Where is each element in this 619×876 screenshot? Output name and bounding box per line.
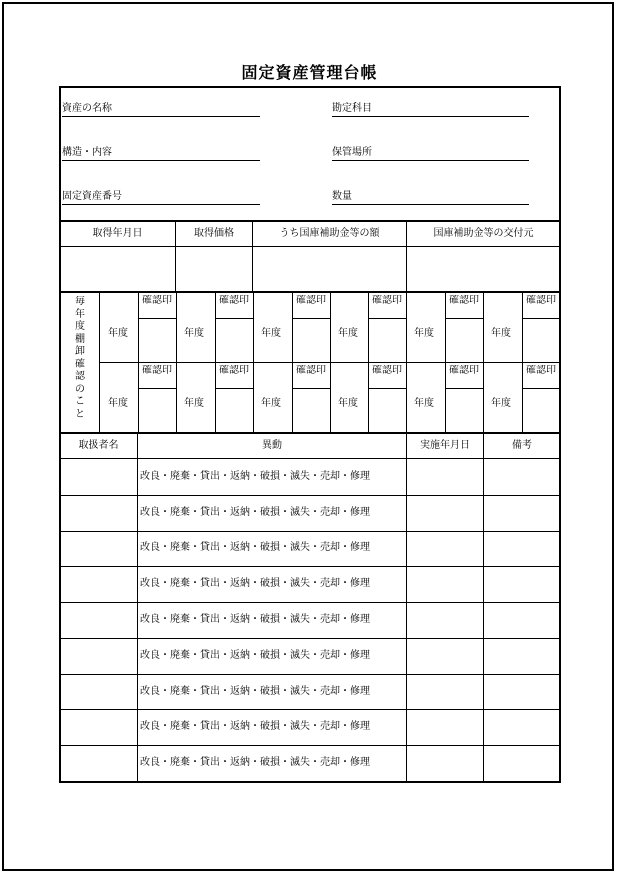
year-label: 年度	[338, 398, 358, 409]
divider	[215, 388, 253, 389]
divider	[292, 318, 330, 319]
change-options[interactable]: 改良・廃棄・貸出・返納・破損・滅失・売却・修理	[140, 650, 370, 661]
date-cell[interactable]	[407, 460, 482, 494]
confirm-stamp-label: 確認印	[219, 365, 249, 376]
divider	[368, 318, 406, 319]
year-label: 年度	[414, 328, 434, 339]
date-cell[interactable]	[407, 710, 482, 744]
location-field[interactable]	[332, 160, 529, 161]
account-field[interactable]	[332, 116, 529, 117]
year-input-cell[interactable]	[484, 364, 521, 431]
confirm-stamp-label: 確認印	[296, 295, 326, 306]
year-label: 年度	[108, 328, 128, 339]
confirm-stamp-label: 確認印	[526, 365, 556, 376]
change-options[interactable]: 改良・廃棄・貸出・返納・破損・滅失・売却・修理	[140, 471, 370, 482]
handler-cell[interactable]	[60, 532, 136, 566]
year-input-cell[interactable]	[177, 364, 214, 431]
divider	[215, 318, 253, 319]
divider	[138, 318, 176, 319]
divider	[59, 458, 561, 459]
confirm-stamp-label: 確認印	[449, 295, 479, 306]
confirm-stamp-cell[interactable]	[216, 320, 252, 360]
quantity-field[interactable]	[332, 204, 529, 205]
change-options[interactable]: 改良・廃棄・貸出・返納・破損・滅失・売却・修理	[140, 542, 370, 553]
year-label: 年度	[108, 398, 128, 409]
change-options[interactable]: 改良・廃棄・貸出・返納・破損・滅失・売却・修理	[140, 507, 370, 518]
confirm-stamp-label: 確認印	[142, 295, 172, 306]
change-header: 異動	[262, 440, 282, 451]
quantity-label: 数量	[332, 191, 352, 202]
confirm-stamp-cell[interactable]	[293, 390, 329, 430]
remarks-cell[interactable]	[484, 567, 559, 601]
handler-cell[interactable]	[60, 460, 136, 494]
divider	[522, 388, 560, 389]
confirm-stamp-label: 確認印	[372, 365, 402, 376]
confirm-stamp-label: 確認印	[449, 365, 479, 376]
date-cell[interactable]	[407, 567, 482, 601]
asset-name-label: 資産の名称	[62, 103, 112, 114]
remarks-cell[interactable]	[484, 746, 559, 780]
remarks-cell[interactable]	[484, 460, 559, 494]
subsidy-amount-cell[interactable]	[253, 248, 405, 290]
remarks-cell[interactable]	[484, 710, 559, 744]
year-input-cell[interactable]	[331, 364, 367, 431]
asset-number-field[interactable]	[62, 204, 260, 205]
date-cell[interactable]	[407, 496, 482, 530]
confirm-stamp-cell[interactable]	[369, 390, 405, 430]
remarks-cell[interactable]	[484, 532, 559, 566]
divider	[59, 246, 561, 247]
date-cell[interactable]	[407, 675, 482, 709]
handler-cell[interactable]	[60, 675, 136, 709]
year-input-cell[interactable]	[484, 294, 521, 361]
divider	[59, 432, 561, 434]
handler-cell[interactable]	[60, 639, 136, 673]
subsidy-amount-header: うち国庫補助金等の額	[279, 228, 380, 239]
confirm-stamp-label: 確認印	[526, 295, 556, 306]
handler-cell[interactable]	[60, 567, 136, 601]
remarks-cell[interactable]	[484, 496, 559, 530]
divider	[522, 318, 560, 319]
divider	[368, 388, 406, 389]
change-options[interactable]: 改良・廃棄・貸出・返納・破損・滅失・売却・修理	[140, 578, 370, 589]
handler-cell[interactable]	[60, 496, 136, 530]
confirm-stamp-cell[interactable]	[216, 390, 252, 430]
handler-cell[interactable]	[60, 746, 136, 780]
date-cell[interactable]	[407, 746, 482, 780]
date-cell[interactable]	[407, 603, 482, 637]
date-cell[interactable]	[407, 532, 482, 566]
divider	[292, 388, 330, 389]
acquisition-date-header: 取得年月日	[92, 228, 143, 239]
confirm-stamp-cell[interactable]	[139, 390, 175, 430]
date-header: 実施年月日	[420, 440, 470, 451]
page-title: 固定資産管理台帳	[241, 63, 378, 82]
subsidy-source-cell[interactable]	[407, 248, 560, 290]
confirm-stamp-label: 確認印	[372, 295, 402, 306]
structure-field[interactable]	[62, 160, 260, 161]
divider	[59, 220, 561, 222]
remarks-header: 備考	[512, 440, 532, 451]
acquisition-price-header: 取得価格	[194, 228, 234, 239]
change-options[interactable]: 改良・廃棄・貸出・返納・破損・滅失・売却・修理	[140, 686, 370, 697]
year-label: 年度	[338, 328, 358, 339]
year-label: 年度	[261, 328, 281, 339]
confirm-stamp-label: 確認印	[296, 365, 326, 376]
year-label: 年度	[491, 398, 511, 409]
confirm-stamp-label: 確認印	[142, 365, 172, 376]
acquisition-date-cell[interactable]	[60, 248, 174, 290]
remarks-cell[interactable]	[484, 675, 559, 709]
inventory-note: 毎年度棚卸確認のこと	[75, 296, 85, 420]
divider	[137, 433, 138, 782]
divider	[445, 318, 483, 319]
year-input-cell[interactable]	[254, 294, 291, 361]
change-options[interactable]: 改良・廃棄・貸出・返納・破損・滅失・売却・修理	[140, 757, 370, 768]
year-label: 年度	[261, 398, 281, 409]
subsidy-source-header: 国庫補助金等の交付元	[433, 228, 534, 239]
account-label: 勘定科目	[332, 103, 372, 114]
divider	[59, 291, 561, 293]
confirm-stamp-label: 確認印	[219, 295, 249, 306]
year-label: 年度	[414, 398, 434, 409]
handler-header: 取扱者名	[78, 440, 119, 451]
location-label: 保管場所	[332, 147, 372, 158]
confirm-stamp-cell[interactable]	[446, 320, 482, 360]
year-label: 年度	[491, 328, 511, 339]
year-input-cell[interactable]	[331, 294, 367, 361]
year-label: 年度	[184, 398, 204, 409]
structure-label: 構造・内容	[62, 147, 112, 158]
acquisition-price-cell[interactable]	[176, 248, 251, 290]
confirm-stamp-cell[interactable]	[523, 320, 559, 360]
year-input-cell[interactable]	[407, 294, 444, 361]
year-input-cell[interactable]	[101, 364, 137, 431]
remarks-cell[interactable]	[484, 603, 559, 637]
year-input-cell[interactable]	[407, 364, 444, 431]
year-input-cell[interactable]	[254, 364, 291, 431]
confirm-stamp-cell[interactable]	[446, 390, 482, 430]
confirm-stamp-cell[interactable]	[369, 320, 405, 360]
year-label: 年度	[184, 328, 204, 339]
confirm-stamp-cell[interactable]	[293, 320, 329, 360]
date-cell[interactable]	[407, 639, 482, 673]
remarks-cell[interactable]	[484, 639, 559, 673]
year-input-cell[interactable]	[177, 294, 214, 361]
change-options[interactable]: 改良・廃棄・貸出・返納・破損・滅失・売却・修理	[140, 614, 370, 625]
handler-cell[interactable]	[60, 710, 136, 744]
divider	[445, 388, 483, 389]
confirm-stamp-cell[interactable]	[139, 320, 175, 360]
year-input-cell[interactable]	[101, 294, 137, 361]
confirm-stamp-cell[interactable]	[523, 390, 559, 430]
change-options[interactable]: 改良・廃棄・貸出・返納・破損・滅失・売却・修理	[140, 721, 370, 732]
divider	[138, 388, 176, 389]
handler-cell[interactable]	[60, 603, 136, 637]
asset-number-label: 固定資産番号	[62, 191, 122, 202]
asset-name-field[interactable]	[62, 116, 260, 117]
